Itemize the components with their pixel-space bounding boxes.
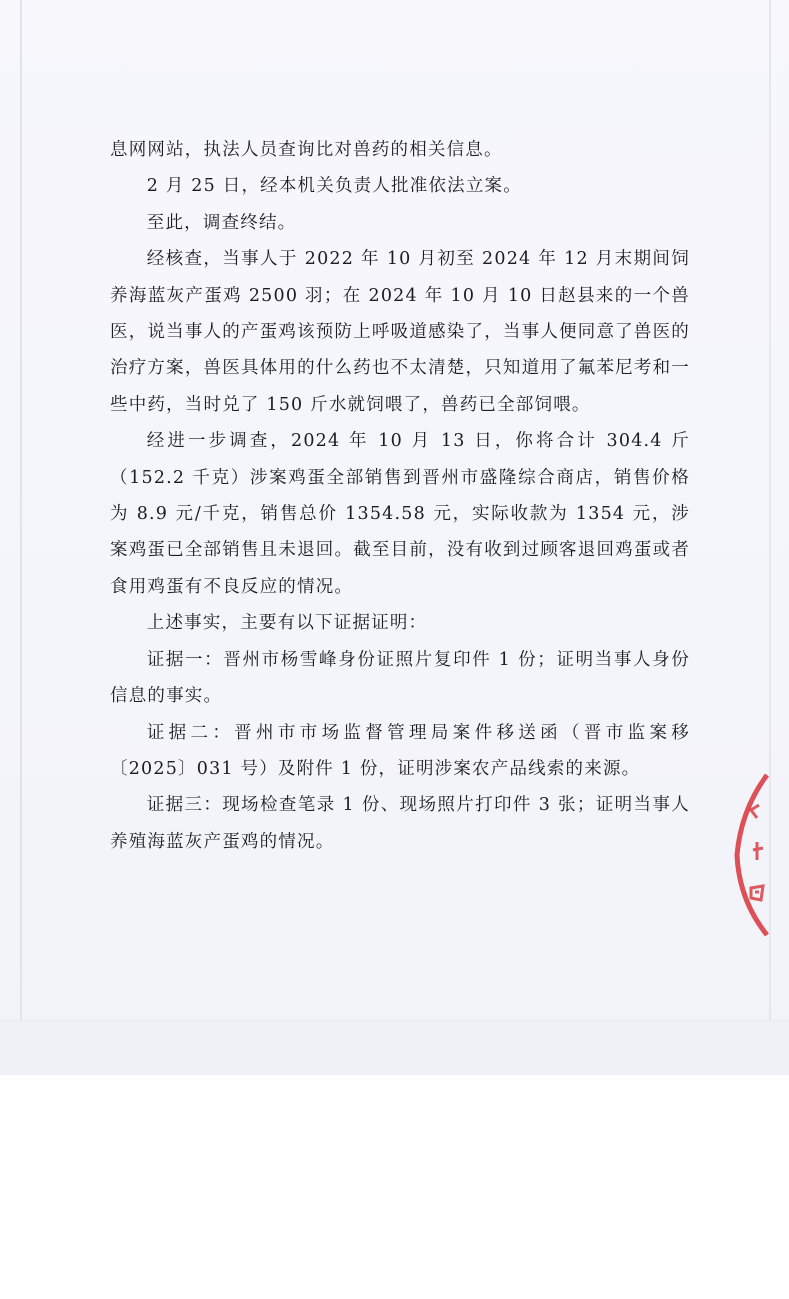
paragraph-5: 经进一步调查，2024 年 10 月 13 日，你将合计 304.4 斤（152.2 千克）涉案鸡蛋全部销售到晋州市盛隆综合商店，销售价格为 8.9 元/千克，销售总价 1354.58 元，实际收款为 1354 元，涉案鸡蛋已全部销售且未退回。截至目前，没有收到过顾客退回鸡蛋或者食用鸡蛋有不良反应的情况。: [110, 431, 690, 597]
paragraph-7: 证据一：晋州市杨雪峰身份证照片复印件 1 份；证明当事人身份信息的事实。: [110, 649, 690, 707]
paragraph-2: 2 月 25 日，经本机关负责人批准依法立案。: [146, 176, 522, 197]
paragraph-8: 证据二：晋州市市场监督管理局案件移送函（晋市监案移〔2025〕031 号）及附件 1 份，证明涉案农产品线索的来源。: [110, 722, 690, 779]
document-body: [110, 132, 690, 860]
seal-stamp-fragment: [729, 770, 769, 940]
scan-bottom-band: [0, 1020, 789, 1075]
paragraph-3: 至此，调查终结。: [146, 212, 297, 233]
paragraph-9: 证据三：现场检查笔录 1 份、现场照片打印件 3 张；证明当事人养殖海蓝灰产蛋鸡的情况。: [110, 795, 690, 852]
paragraph-1: 息网网站，执法人员查询比对兽药的相关信息。: [110, 140, 503, 160]
paragraph-6: 上述事实，主要有以下证据证明：: [146, 613, 428, 634]
scan-left-edge: [20, 0, 22, 1020]
scan-right-edge: [769, 0, 771, 1075]
paragraph-4: 经核查，当事人于 2022 年 10 月初至 2024 年 12 月末期间饲养海蓝灰产蛋鸡 2500 羽；在 2024 年 10 月 10 日赵县来的一个兽医，说当事人的产蛋鸡该预防上呼吸道感染了，当事人便同意了兽医的治疗方案，兽医具体用的什么药也不太清楚，只知道用了氟苯尼考和一些中药，当时兑了 150 斤水就饲喂了，兽药已全部饲喂。: [110, 249, 690, 415]
